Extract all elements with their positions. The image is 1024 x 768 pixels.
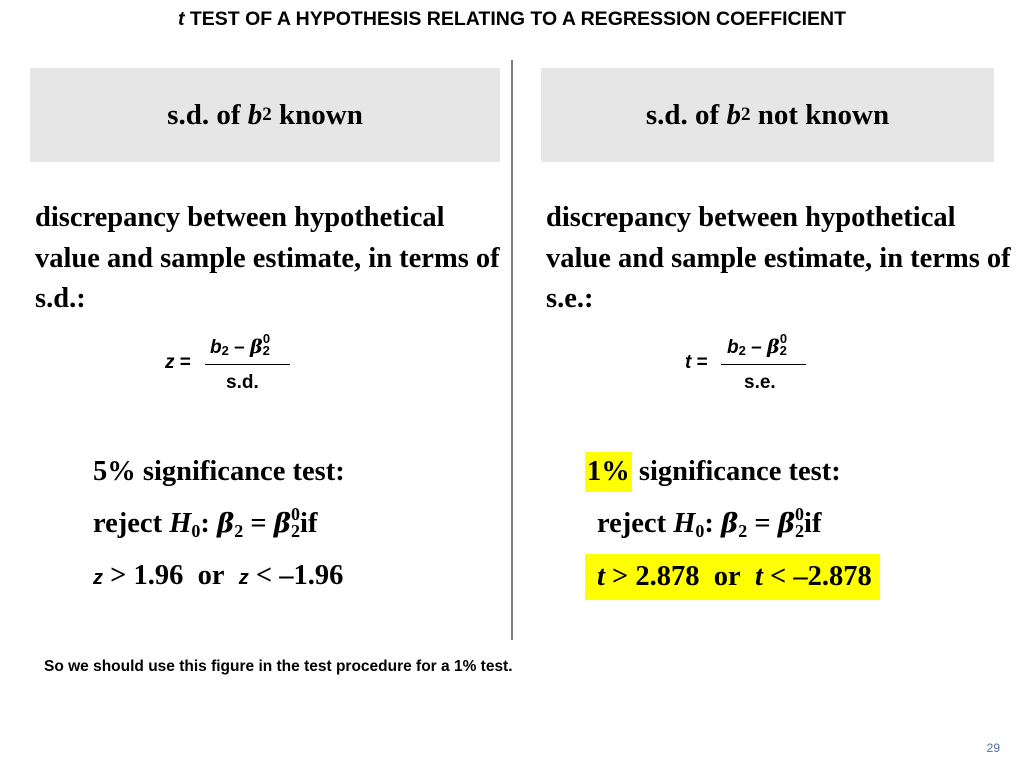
highlighted-condition: t > 2.878 or t < –2.878: [585, 554, 880, 600]
fraction-bar: [721, 364, 806, 365]
right-header: s.d. of b 2 not known: [541, 68, 994, 162]
formula-numerator: $b_2 - \beta_2^0$: [210, 331, 271, 358]
right-column: [541, 0, 1011, 768]
formula-denominator: s.d.: [226, 372, 259, 393]
z-formula: z = $b_2 - \beta_2^0$ s.d.: [165, 330, 365, 400]
highlighted-level: 1%: [585, 452, 632, 492]
left-column: [30, 0, 500, 768]
fraction-bar: [205, 364, 290, 365]
formula-denominator: s.e.: [744, 372, 776, 393]
column-divider: [511, 60, 513, 640]
slide-title: t TEST OF A HYPOTHESIS RELATING TO A REGRESSION COEFFICIENT: [177, 8, 847, 30]
right-description: discrepancy between hypothetical value and sample estimate, in terms of s.e.:: [546, 202, 1011, 314]
page-number: 29: [986, 741, 1000, 755]
left-description: discrepancy between hypothetical value and sample estimate, in terms of s.d.:: [35, 202, 500, 314]
right-test-block: 1% significance test: reject $H_0$: $\beta_2 = \beta_2^0if$ t > 2.878 or t < –2.878: [585, 450, 880, 606]
left-header: s.d. of b 2 known: [30, 68, 500, 162]
formula-numerator: $b_2 - \beta_2^0$: [727, 331, 788, 358]
footnote: So we should use this figure in the test procedure for a 1% test.: [44, 658, 513, 675]
t-formula: t = $b_2 - \beta_2^0$ s.e.: [685, 330, 885, 400]
left-test-block: 5% significance test: reject $H_0$: $\beta_2 = \beta_2^0if$ z > 1.96 or z < –1.96: [93, 456, 345, 591]
